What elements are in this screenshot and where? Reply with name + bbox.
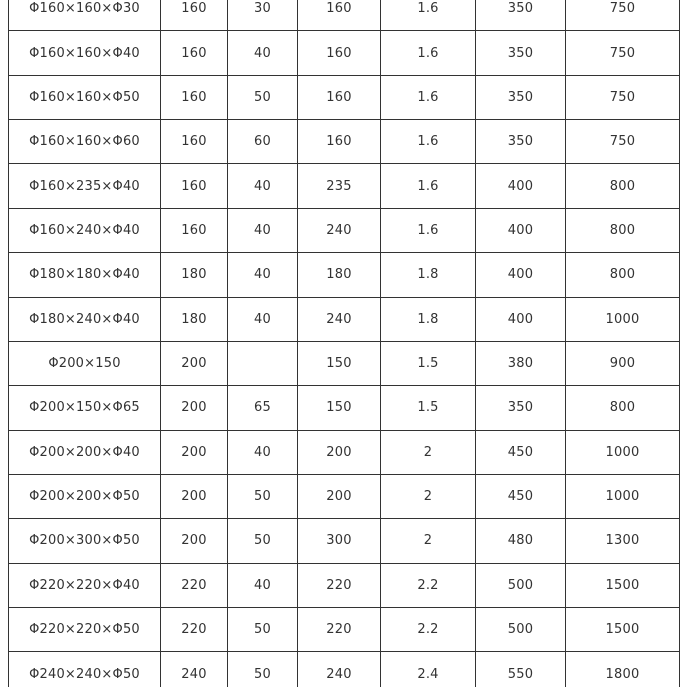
value-cell: 220 <box>161 563 228 607</box>
value-cell: 1500 <box>566 563 680 607</box>
value-cell: 1000 <box>566 430 680 474</box>
value-cell: 1.6 <box>381 120 476 164</box>
value-cell: 40 <box>228 563 298 607</box>
value-cell: 1.6 <box>381 31 476 75</box>
value-cell: 160 <box>161 120 228 164</box>
value-cell: 1.6 <box>381 164 476 208</box>
value-cell: 160 <box>161 208 228 252</box>
spec-cell: Φ200×300×Φ50 <box>9 519 161 563</box>
value-cell: 800 <box>566 253 680 297</box>
value-cell: 220 <box>298 563 381 607</box>
spec-cell: Φ160×160×Φ50 <box>9 75 161 119</box>
value-cell: 150 <box>298 386 381 430</box>
value-cell: 200 <box>161 341 228 385</box>
value-cell: 350 <box>476 0 566 31</box>
value-cell: 350 <box>476 386 566 430</box>
value-cell: 200 <box>161 386 228 430</box>
value-cell: 200 <box>161 430 228 474</box>
table-row <box>9 563 680 607</box>
value-cell: 2 <box>381 519 476 563</box>
table-row <box>9 297 680 341</box>
value-cell: 800 <box>566 208 680 252</box>
value-cell: 180 <box>161 253 228 297</box>
spec-cell: Φ220×220×Φ40 <box>9 563 161 607</box>
value-cell: 750 <box>566 120 680 164</box>
spec-table <box>8 0 680 687</box>
table-row <box>9 652 680 687</box>
value-cell: 180 <box>298 253 381 297</box>
value-cell: 800 <box>566 386 680 430</box>
value-cell: 1300 <box>566 519 680 563</box>
table-row <box>9 253 680 297</box>
value-cell: 160 <box>298 0 381 31</box>
value-cell: 750 <box>566 31 680 75</box>
spec-cell: Φ200×150×Φ65 <box>9 386 161 430</box>
value-cell: 160 <box>161 31 228 75</box>
table-row <box>9 75 680 119</box>
value-cell: 160 <box>161 75 228 119</box>
value-cell: 200 <box>161 474 228 518</box>
table-row <box>9 386 680 430</box>
value-cell: 160 <box>298 31 381 75</box>
table-row <box>9 164 680 208</box>
value-cell: 1800 <box>566 652 680 687</box>
value-cell: 160 <box>298 120 381 164</box>
value-cell: 40 <box>228 208 298 252</box>
spec-cell: Φ160×240×Φ40 <box>9 208 161 252</box>
value-cell: 150 <box>298 341 381 385</box>
spec-cell: Φ160×235×Φ40 <box>9 164 161 208</box>
value-cell: 200 <box>298 474 381 518</box>
value-cell: 50 <box>228 75 298 119</box>
value-cell: 350 <box>476 75 566 119</box>
value-cell: 500 <box>476 608 566 652</box>
value-cell: 2.2 <box>381 563 476 607</box>
value-cell: 2.4 <box>381 652 476 687</box>
value-cell: 450 <box>476 430 566 474</box>
value-cell: 800 <box>566 164 680 208</box>
value-cell: 1.8 <box>381 253 476 297</box>
value-cell: 220 <box>298 608 381 652</box>
value-cell: 40 <box>228 297 298 341</box>
spec-cell: Φ200×200×Φ50 <box>9 474 161 518</box>
value-cell: 350 <box>476 120 566 164</box>
value-cell: 400 <box>476 164 566 208</box>
value-cell: 2.2 <box>381 608 476 652</box>
value-cell: 50 <box>228 519 298 563</box>
table-row <box>9 608 680 652</box>
spec-cell: Φ200×150 <box>9 341 161 385</box>
value-cell: 235 <box>298 164 381 208</box>
value-cell: 60 <box>228 120 298 164</box>
value-cell: 550 <box>476 652 566 687</box>
value-cell: 450 <box>476 474 566 518</box>
value-cell: 300 <box>298 519 381 563</box>
value-cell: 50 <box>228 474 298 518</box>
value-cell: 50 <box>228 608 298 652</box>
value-cell: 220 <box>161 608 228 652</box>
value-cell: 750 <box>566 75 680 119</box>
value-cell: 1000 <box>566 297 680 341</box>
table-row <box>9 519 680 563</box>
value-cell: 30 <box>228 0 298 31</box>
value-cell: 50 <box>228 652 298 687</box>
spec-cell: Φ240×240×Φ50 <box>9 652 161 687</box>
table-row <box>9 341 680 385</box>
spec-cell: Φ160×160×Φ60 <box>9 120 161 164</box>
value-cell: 1000 <box>566 474 680 518</box>
value-cell <box>228 341 298 385</box>
table-body <box>9 0 680 687</box>
value-cell: 240 <box>161 652 228 687</box>
table-row <box>9 430 680 474</box>
spec-cell: Φ180×180×Φ40 <box>9 253 161 297</box>
value-cell: 160 <box>161 164 228 208</box>
value-cell: 160 <box>298 75 381 119</box>
spec-cell: Φ220×220×Φ50 <box>9 608 161 652</box>
value-cell: 65 <box>228 386 298 430</box>
value-cell: 380 <box>476 341 566 385</box>
value-cell: 40 <box>228 164 298 208</box>
value-cell: 2 <box>381 430 476 474</box>
value-cell: 1.6 <box>381 75 476 119</box>
value-cell: 240 <box>298 297 381 341</box>
value-cell: 40 <box>228 31 298 75</box>
table-row <box>9 474 680 518</box>
value-cell: 350 <box>476 31 566 75</box>
value-cell: 400 <box>476 297 566 341</box>
value-cell: 750 <box>566 0 680 31</box>
table-row <box>9 0 680 31</box>
value-cell: 1.5 <box>381 341 476 385</box>
value-cell: 1.6 <box>381 208 476 252</box>
value-cell: 480 <box>476 519 566 563</box>
value-cell: 1500 <box>566 608 680 652</box>
value-cell: 180 <box>161 297 228 341</box>
value-cell: 900 <box>566 341 680 385</box>
value-cell: 200 <box>298 430 381 474</box>
value-cell: 400 <box>476 253 566 297</box>
spec-cell: Φ200×200×Φ40 <box>9 430 161 474</box>
value-cell: 200 <box>161 519 228 563</box>
value-cell: 400 <box>476 208 566 252</box>
value-cell: 40 <box>228 253 298 297</box>
table-row <box>9 120 680 164</box>
spec-cell: Φ160×160×Φ30 <box>9 0 161 31</box>
spec-cell: Φ180×240×Φ40 <box>9 297 161 341</box>
value-cell: 1.5 <box>381 386 476 430</box>
table-row <box>9 31 680 75</box>
value-cell: 500 <box>476 563 566 607</box>
spec-cell: Φ160×160×Φ40 <box>9 31 161 75</box>
table-row <box>9 208 680 252</box>
value-cell: 1.6 <box>381 0 476 31</box>
value-cell: 240 <box>298 208 381 252</box>
value-cell: 1.8 <box>381 297 476 341</box>
value-cell: 240 <box>298 652 381 687</box>
value-cell: 160 <box>161 0 228 31</box>
value-cell: 2 <box>381 474 476 518</box>
value-cell: 40 <box>228 430 298 474</box>
